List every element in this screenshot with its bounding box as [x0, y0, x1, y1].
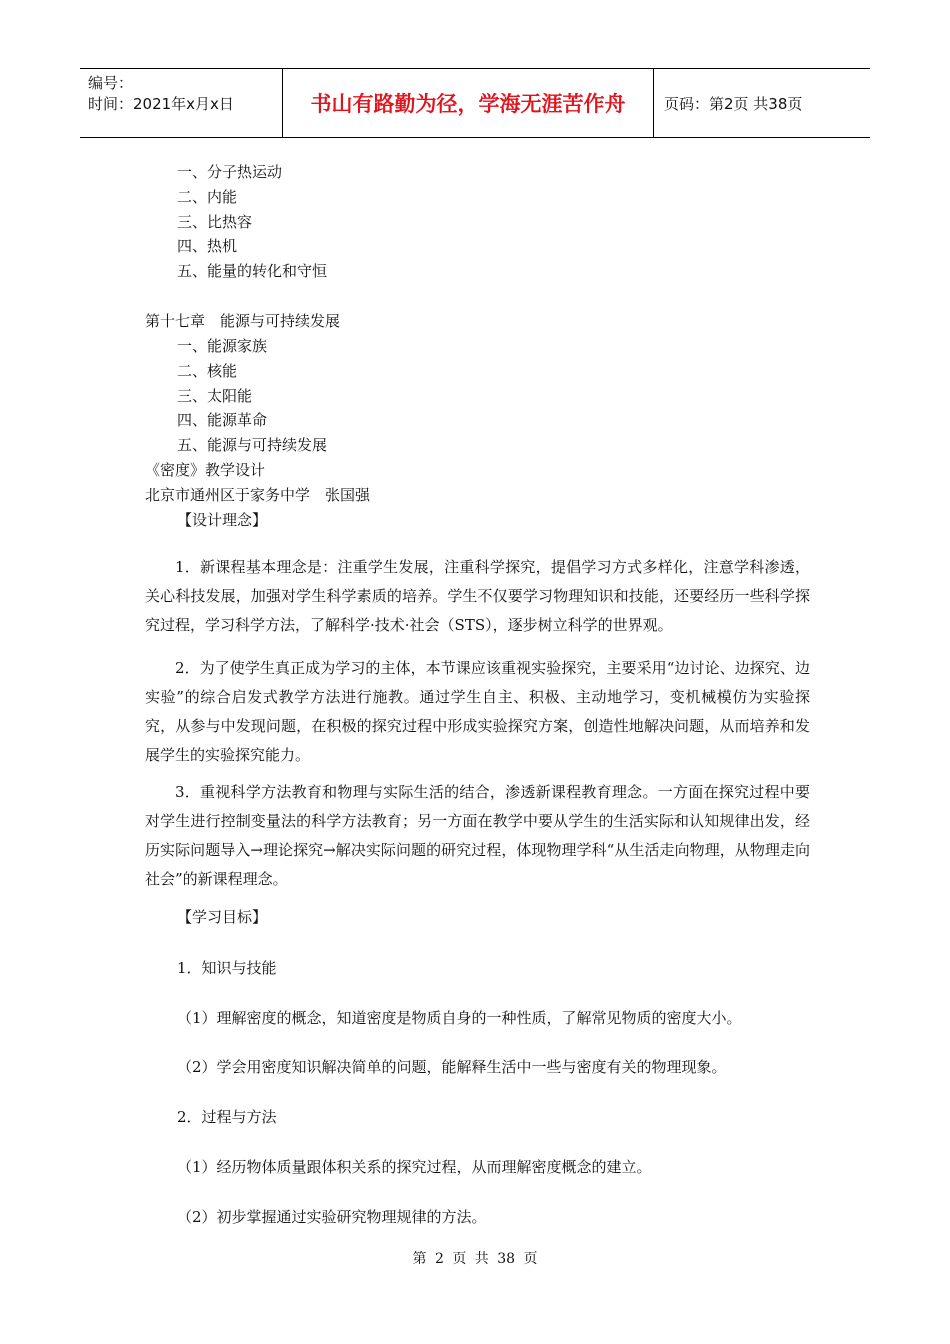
- chapter16-item: 三、比热容: [177, 213, 253, 231]
- header-number-label: 编号：: [88, 74, 134, 92]
- goals-line: （1）理解密度的概念，知道密度是物质自身的一种性质，了解常见物质的密度大小。: [177, 1009, 742, 1027]
- chapter17-title: 第十七章 能源与可持续发展: [145, 312, 341, 330]
- footer-part: 页: [452, 1251, 467, 1267]
- goals-line: （2）初步掌握通过实验研究物理规律的方法。: [177, 1208, 487, 1226]
- footer-part: 共: [474, 1251, 489, 1267]
- chapter16-item: 二、内能: [177, 188, 238, 206]
- concept-heading: 【设计理念】: [177, 511, 268, 529]
- chapter17-item: 二、核能: [177, 362, 238, 380]
- document-header: [80, 68, 870, 138]
- chapter17-item: 一、能源家族: [177, 337, 268, 355]
- chapter17-item: 五、能源与可持续发展: [177, 436, 328, 454]
- goals-line: 1．知识与技能: [177, 959, 277, 977]
- header-meta: [80, 69, 282, 137]
- concept-paragraph: 3．重视科学方法教育和物理与实际生活的结合，渗透新课程教育理念。一方面在探究过程中要对学生进行控制变量法的科学方法教育；另一方面在教学中要从学生的生活实际和认知规律出发，经历实际问题导入→理论探究→解决实际问题的研究过程，体现物理学科“从生活走向物理，从物理走向社会”的新课程理念。: [145, 783, 810, 888]
- footer-part: 第: [412, 1251, 427, 1267]
- design-author: 北京市通州区于家务中学 张国强: [145, 486, 371, 504]
- chapter16-item: 五、能量的转化和守恒: [177, 262, 328, 280]
- concept-paragraph: 2．为了使学生真正成为学习的主体，本节课应该重视实验探究，主要采用“边讨论、边探究、边实验”的综合启发式教学方法进行施教。通过学生自主、积极、主动地学习，变机械模仿为实验探究，从参与中发现问题，在积极的探究过程中形成实验探究方案，创造性地解决问题，从而培养和发展学生的实验探究能力。: [145, 659, 810, 764]
- goals-line: （2）学会用密度知识解决简单的问题，能解释生活中一些与密度有关的物理现象。: [177, 1058, 727, 1076]
- concept-paragraph: 1．新课程基本理念是：注重学生发展，注重科学探究，提倡学习方式多样化，注意学科渗透，关心科技发展，加强对学生科学素质的培养。学生不仅要学习物理知识和技能，还要经历一些科学探究过程，学习科学方法，了解科学·技术·社会（STS），逐步树立科学的世界观。: [145, 558, 810, 634]
- chapter16-item: 四、热机: [177, 237, 238, 255]
- footer-part: 页: [523, 1251, 538, 1267]
- design-title: 《密度》教学设计: [145, 461, 266, 479]
- goals-line: （1）经历物体质量跟体积关系的探究过程，从而理解密度概念的建立。: [177, 1158, 652, 1176]
- goals-line: 2．过程与方法: [177, 1108, 277, 1126]
- chapter17-item: 三、太阳能: [177, 387, 253, 405]
- page-footer: [0, 1248, 950, 1268]
- chapter16-item: 一、分子热运动: [177, 163, 283, 181]
- chapter17-item: 四、能源革命: [177, 411, 268, 429]
- footer-total-pages: 38: [497, 1251, 516, 1267]
- header-motto: 书山有路勤为径，学海无涯苦作舟: [282, 69, 654, 137]
- goals-heading: 【学习目标】: [177, 908, 268, 926]
- footer-page-number: 2: [434, 1251, 444, 1267]
- header-page-info: 页码：第2页 共38页: [664, 94, 803, 113]
- header-date: 时间：2021年x月x日: [88, 95, 234, 113]
